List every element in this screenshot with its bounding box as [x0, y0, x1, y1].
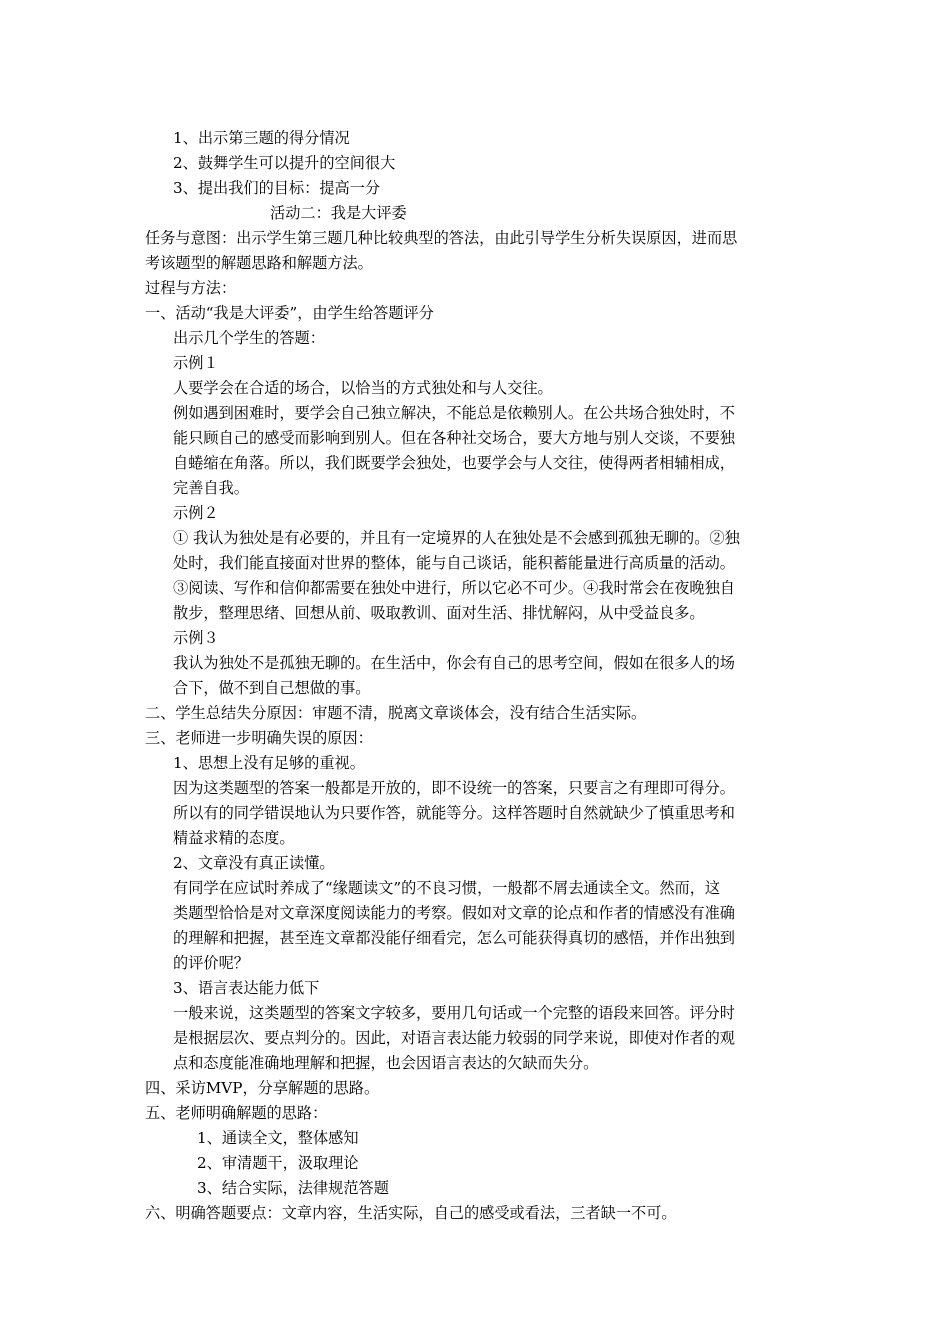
text-line: 是根据层次、要点判分的。因此，对语言表达能力较弱的同学来说，即使对作者的观: [173, 1029, 735, 1047]
text-line: 任务与意图：出示学生第三题几种比较典型的答法，由此引导学生分析失误原因，进而思: [145, 229, 738, 247]
text-line: 二、学生总结失分原因：审题不清，脱离文章谈体会，没有结合生活实际。: [145, 704, 647, 722]
text-line: 点和态度能准确地理解和把握，也会因语言表达的欠缺而失分。: [173, 1054, 599, 1072]
text-line: 1、通读全文，整体感知: [197, 1129, 359, 1147]
text-line: 2、文章没有真正读懂。: [173, 854, 335, 872]
text-line: 示例３: [173, 629, 219, 647]
text-line: 精益求精的态度。: [173, 829, 295, 847]
text-line: 示例２: [173, 504, 219, 522]
text-line: 的评价呢？: [173, 954, 249, 972]
text-line: 完善自我。: [173, 479, 249, 497]
section-heading: 活动二：我是大评委: [270, 204, 407, 222]
text-line: 三、老师进一步明确失误的原因：: [145, 729, 373, 747]
text-line: 因为这类题型的答案一般都是开放的，即不设统一的答案，只要言之有理即可得分。: [173, 779, 735, 797]
text-line: 2、鼓舞学生可以提升的空间很大: [173, 154, 396, 172]
text-line: 能只顾自己的感受而影响到别人。但在各种社交场合，要大方地与别人交谈，不要独: [173, 429, 735, 447]
text-line: 的理解和把握，甚至连文章都没能仔细看完，怎么可能获得真切的感悟，并作出独到: [173, 929, 735, 947]
text-line: 出示几个学生的答题：: [173, 329, 325, 347]
text-line: 2、审清题干，汲取理论: [197, 1154, 359, 1172]
text-line: 处时，我们能直接面对世界的整体，能与自己谈话，能积蓄能量进行高质量的活动。: [173, 554, 735, 572]
text-line: 一般来说，这类题型的答案文字较多，要用几句话或一个完整的语段来回答。评分时: [173, 1004, 735, 1022]
text-line: 1、出示第三题的得分情况: [173, 129, 350, 147]
text-line: 考该题型的解题思路和解题方法。: [145, 254, 373, 272]
text-line: 所以有的同学错误地认为只要作答，就能等分。这样答题时自然就缺少了慎重思考和: [173, 804, 735, 822]
text-line: 合下，做不到自己想做的事。: [173, 679, 371, 697]
text-line: 我认为独处不是孤独无聊的。在生活中，你会有自己的思考空间，假如在很多人的场: [173, 654, 735, 672]
text-line: 一、活动“我是大评委”，由学生给答题评分: [145, 304, 434, 322]
text-line: 示例１: [173, 354, 219, 372]
text-line: 例如遇到困难时，要学会自己独立解决，不能总是依赖别人。在公共场合独处时，不: [173, 404, 735, 422]
text-line: ③阅读、写作和信仰都需要在独处中进行，所以它必不可少。④我时常会在夜晚独自: [173, 579, 735, 597]
text-line: 五、老师明确解题的思路：: [145, 1104, 328, 1122]
text-line: 3、语言表达能力低下: [173, 979, 320, 997]
text-line: 六、明确答题要点：文章内容，生活实际，自己的感受或看法，三者缺一不可。: [145, 1204, 677, 1222]
text-line: 1、思想上没有足够的重视。: [173, 754, 365, 772]
text-line: 散步，整理思绪、回想从前、吸取教训、面对生活、排忧解闷，从中受益良多。: [173, 604, 705, 622]
text-line: 自蜷缩在角落。所以，我们既要学会独处，也要学会与人交往，使得两者相辅相成，: [173, 454, 735, 472]
text-line: 人要学会在合适的场合，以恰当的方式独处和与人交往。: [173, 379, 553, 397]
text-line: 3、结合实际，法律规范答题: [197, 1179, 389, 1197]
text-line: 3、提出我们的目标：提高一分: [173, 179, 381, 197]
text-line: 四、采访MVP，分享解题的思路。: [145, 1079, 380, 1097]
text-line: 有同学在应试时养成了“缘题读文”的不良习惯，一般都不屑去通读全文。然而，这: [173, 879, 721, 897]
text-line: 过程与方法：: [145, 279, 237, 297]
text-line: 类题型恰恰是对文章深度阅读能力的考察。假如对文章的论点和作者的情感没有准确: [173, 904, 735, 922]
text-line: ① 我认为独处是有必要的，并且有一定境界的人在独处是不会感到孤独无聊的。②独: [173, 529, 740, 547]
